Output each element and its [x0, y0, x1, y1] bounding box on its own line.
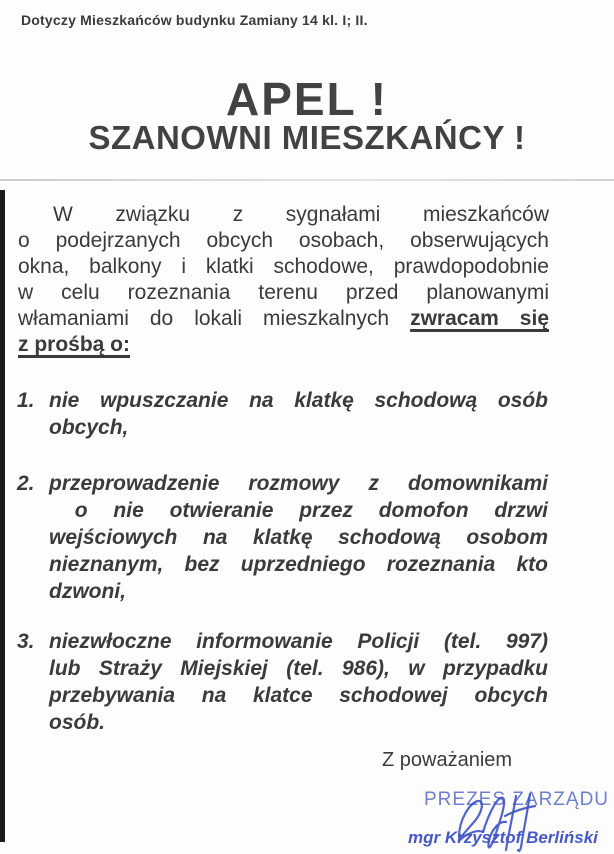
list-item-line: dzwoni, [49, 580, 126, 603]
intro-line [18, 202, 549, 228]
request-item-3 [17, 628, 548, 736]
intro-line [18, 280, 549, 306]
list-item-line: obcych, [49, 416, 129, 439]
intro-line [18, 332, 549, 358]
document-title: APEL ! [226, 73, 388, 125]
list-item-body [49, 628, 548, 736]
intro-paragraph [18, 202, 549, 358]
list-number: 3. [17, 630, 35, 653]
list-item-line: o nie otwieranie przez domofon drzwi [49, 499, 548, 522]
stamp-name: mgr Krzysztof Berliński [408, 828, 598, 847]
intro-text: włamaniami do lokali mieszkalnych [18, 307, 411, 330]
stamp-title: PREZES ZARZĄDU [424, 789, 610, 810]
list-item-line: niezwłoczne informowanie Policji (tel. 997) [49, 630, 548, 653]
intro-line [18, 306, 549, 332]
request-item-1 [17, 387, 548, 441]
intro-text: W związku z sygnałami mieszkańców [53, 203, 549, 226]
intro-text: o podejrzanych obcych osobach, obserwujących [18, 229, 549, 252]
intro-line [18, 254, 549, 280]
emphasis-underlined-text: zwracam się [410, 307, 549, 330]
scan-fold-line [0, 179, 614, 181]
closing-salutation: Z poważaniem [382, 749, 513, 771]
list-number: 1. [17, 389, 35, 412]
list-item-line: osób. [49, 711, 105, 734]
list-item-line: przebywania na klatce schodowej obcych [49, 684, 548, 707]
document-subtitle: SZANOWNI MIESZKAŃCY ! [88, 119, 526, 156]
list-item-line: nie wpuszczanie na klatkę schodową osób [49, 389, 548, 412]
list-item-line: przeprowadzenie rozmowy z domownikami [49, 472, 548, 495]
intro-text: w celu rozeznania terenu przed planowanymi [18, 281, 549, 304]
list-item-line: nieznanym, bez uprzedniego rozeznania kto [49, 553, 548, 576]
list-item-line: lub Straży Miejskiej (tel. 986), w przypadku [49, 657, 548, 680]
list-number: 2. [17, 472, 35, 495]
intro-text: okna, balkony i klatki schodowe, prawdopodobnie [18, 255, 549, 278]
emphasis-underlined-text: z prośbą o: [18, 333, 131, 356]
intro-line [18, 228, 549, 254]
list-item-line: wejściowych na klatkę schodową osobom [49, 526, 548, 549]
request-item-2 [17, 470, 548, 605]
list-item-body [49, 470, 548, 605]
scan-edge-artifact [0, 190, 5, 842]
document-header: Dotyczy Mieszkańców budynku Zamiany 14 kl. I; II. [21, 12, 368, 28]
list-item-body [49, 387, 548, 441]
